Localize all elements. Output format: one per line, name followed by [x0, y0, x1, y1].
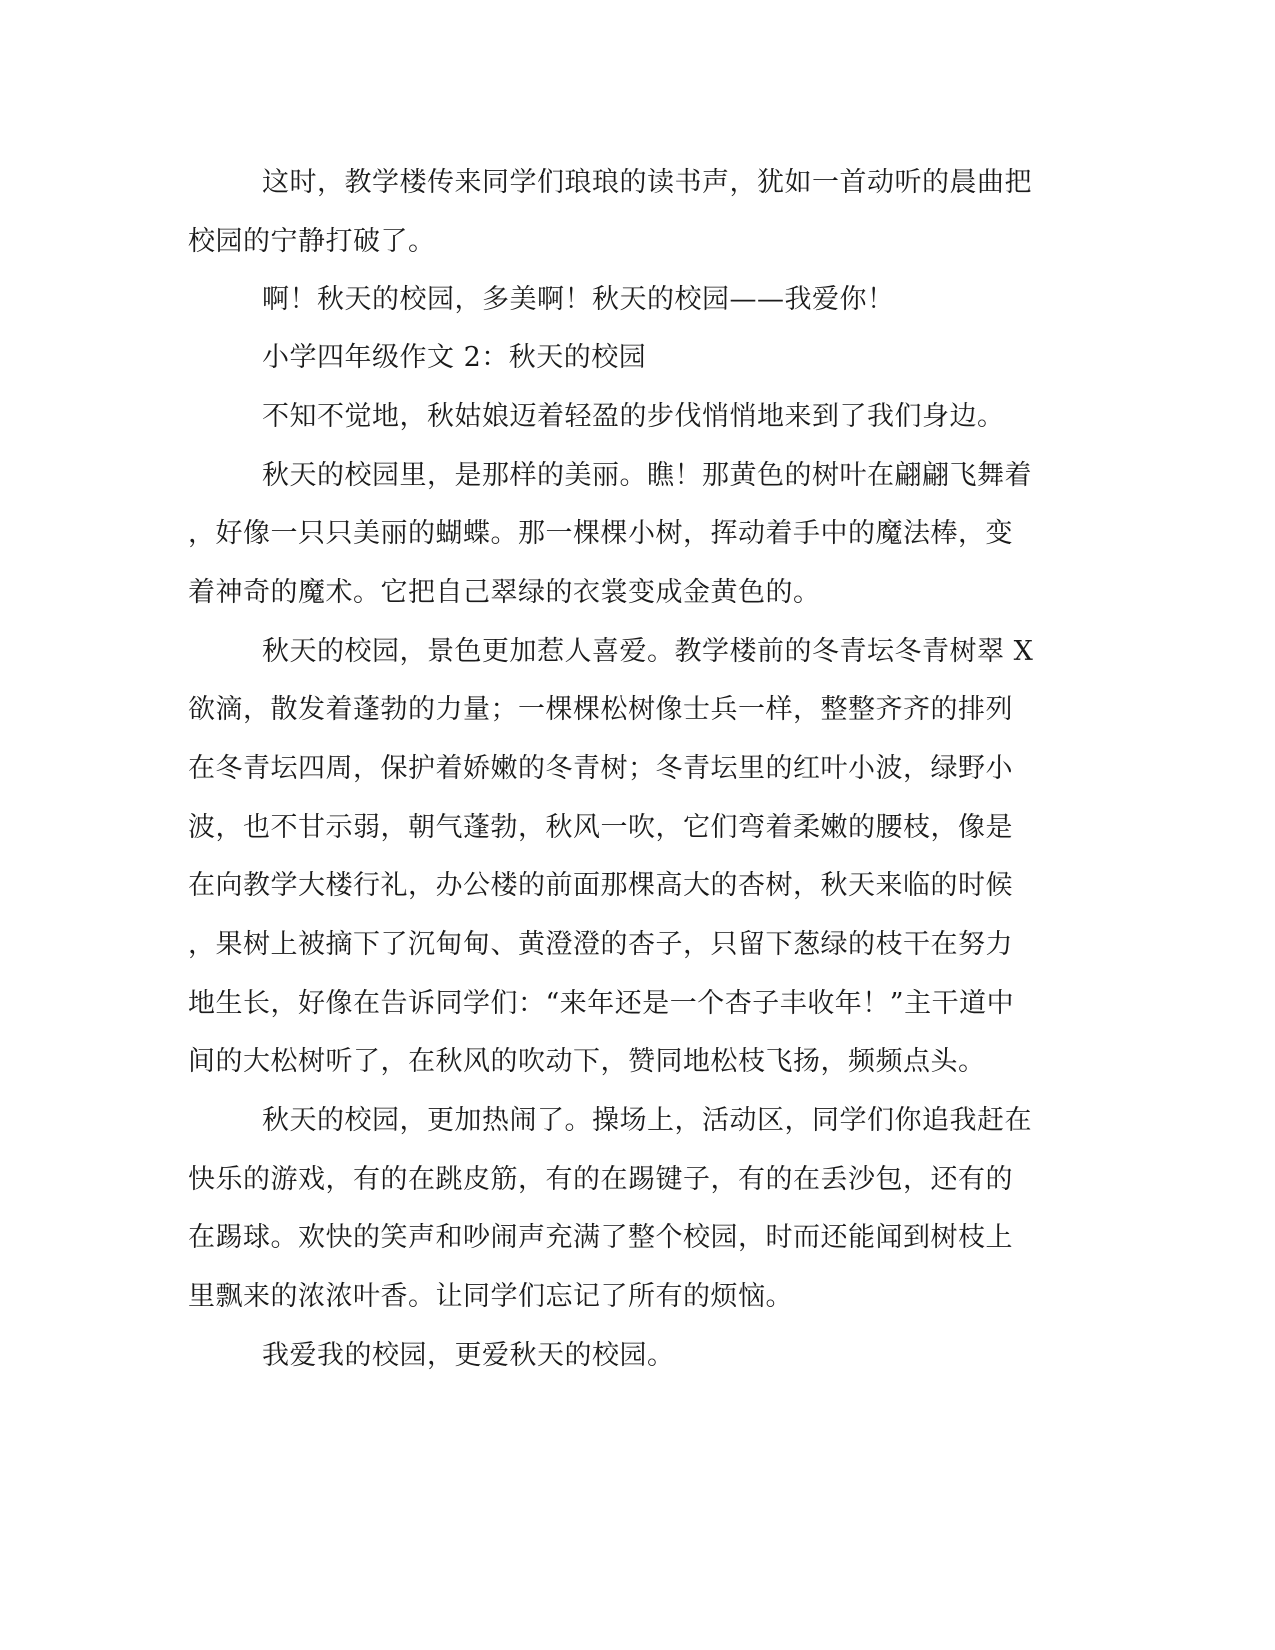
text-line: 间的大松树听了，在秋风的吹动下，赞同地松枝飞扬，频频点头。 — [188, 1046, 986, 1077]
text-line: 秋天的校园里，是那样的美丽。瞧！那黄色的树叶在翩翩飞舞着 — [262, 460, 1032, 491]
section-heading: 小学四年级作文 2：秋天的校园 — [262, 342, 647, 373]
text-line: ，果树上被摘下了沉甸甸、黄澄澄的杏子，只留下葱绿的枝干在努力 — [188, 929, 1013, 960]
text-line: ，好像一只只美丽的蝴蝶。那一棵棵小树，挥动着手中的魔法棒，变 — [188, 518, 1013, 549]
text-line: 秋天的校园，更加热闹了。操场上，活动区，同学们你追我赶在 — [262, 1105, 1032, 1136]
text-line: 在踢球。欢快的笑声和吵闹声充满了整个校园，时而还能闻到树枝上 — [188, 1222, 1013, 1253]
text-line: 里飘来的浓浓叶香。让同学们忘记了所有的烦恼。 — [188, 1281, 793, 1312]
text-line: 在冬青坛四周，保护着娇嫩的冬青树；冬青坛里的红叶小波，绿野小 — [188, 753, 1013, 784]
text-line: 快乐的游戏，有的在跳皮筋，有的在踢键子，有的在丢沙包，还有的 — [188, 1164, 1013, 1195]
text-line: 着神奇的魔术。它把自己翠绿的衣裳变成金黄色的。 — [188, 577, 821, 608]
text-line: 校园的宁静打破了。 — [188, 226, 436, 257]
text-line: 地生长，好像在告诉同学们：“来年还是一个杏子丰收年！”主干道中 — [188, 988, 1015, 1019]
text-line: 秋天的校园，景色更加惹人喜爱。教学楼前的冬青坛冬青树翠 X — [262, 636, 1034, 667]
text-line: 这时，教学楼传来同学们琅琅的读书声，犹如一首动听的晨曲把 — [262, 167, 1032, 198]
text-line: 不知不觉地，秋姑娘迈着轻盈的步伐悄悄地来到了我们身边。 — [262, 401, 1005, 432]
text-line: 我爱我的校园，更爱秋天的校园。 — [262, 1340, 675, 1371]
text-line: 在向教学大楼行礼，办公楼的前面那棵高大的杏树，秋天来临的时候 — [188, 870, 1013, 901]
text-line: 欲滴，散发着蓬勃的力量；一棵棵松树像士兵一样，整整齐齐的排列 — [188, 694, 1013, 725]
text-line: 波，也不甘示弱，朝气蓬勃，秋风一吹，它们弯着柔嫩的腰枝，像是 — [188, 812, 1013, 843]
text-line: 啊！秋天的校园，多美啊！秋天的校园——我爱你！ — [262, 284, 895, 315]
